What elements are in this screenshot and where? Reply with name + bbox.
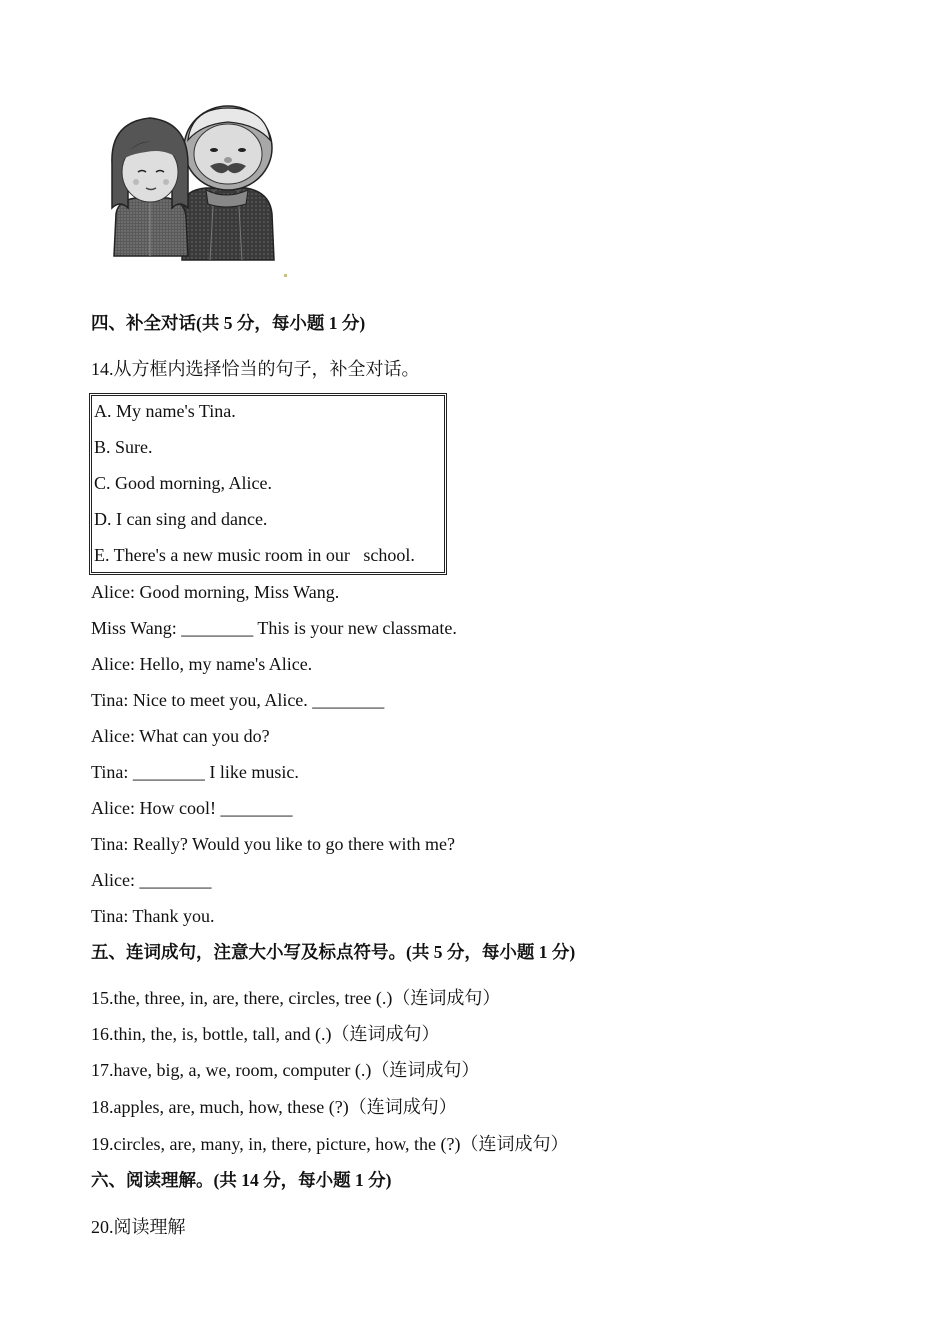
option-d: D. I can sing and dance. xyxy=(94,509,268,529)
stray-dot xyxy=(284,274,287,277)
dialogue-line: Miss Wang: ________ This is your new classmate. xyxy=(91,618,457,638)
dialogue-line: Tina: Really? Would you like to go there with me? xyxy=(91,834,455,854)
option-a: A. My name's Tina. xyxy=(94,401,236,421)
dialogue-line: Tina: Thank you. xyxy=(91,906,215,926)
dialogue-line: Alice: What can you do? xyxy=(91,726,270,746)
question-19: 19.circles, are, many, in, there, picture, how, the (?)（连词成句） xyxy=(91,1134,569,1154)
question-20: 20.阅读理解 xyxy=(91,1217,186,1237)
section-6-heading: 六、阅读理解。(共 14 分，每小题 1 分) xyxy=(91,1170,392,1190)
question-17: 17.have, big, a, we, room, computer (.)（连词成句） xyxy=(91,1060,480,1080)
options-box xyxy=(89,393,447,575)
question-18: 18.apples, are, much, how, these (?)（连词成句） xyxy=(91,1097,457,1117)
option-e: E. There's a new music room in our school. xyxy=(94,545,415,565)
dialogue-line: Tina: ________ I like music. xyxy=(91,762,299,782)
option-b: B. Sure. xyxy=(94,437,153,457)
dialogue-line: Alice: Good morning, Miss Wang. xyxy=(91,582,340,602)
dialogue-line: Alice: Hello, my name's Alice. xyxy=(91,654,313,674)
option-c: C. Good morning, Alice. xyxy=(94,473,272,493)
question-16: 16.thin, the, is, bottle, tall, and (.)（连词成句） xyxy=(91,1024,440,1044)
section-4-heading: 四、补全对话(共 5 分，每小题 1 分) xyxy=(91,313,366,333)
question-15: 15.the, three, in, are, there, circles, tree (.)（连词成句） xyxy=(91,988,501,1008)
dialogue-line: Tina: Nice to meet you, Alice. ________ xyxy=(91,690,385,710)
dialogue-line: Alice: How cool! ________ xyxy=(91,798,293,818)
dialogue-line: Alice: ________ xyxy=(91,870,212,890)
question-14-prompt: 14.从方框内选择恰当的句子，补全对话。 xyxy=(91,359,420,379)
section-5-heading: 五、连词成句，注意大小写及标点符号。(共 5 分，每小题 1 分) xyxy=(91,942,576,962)
girl-and-grandpa-illustration xyxy=(106,104,278,266)
